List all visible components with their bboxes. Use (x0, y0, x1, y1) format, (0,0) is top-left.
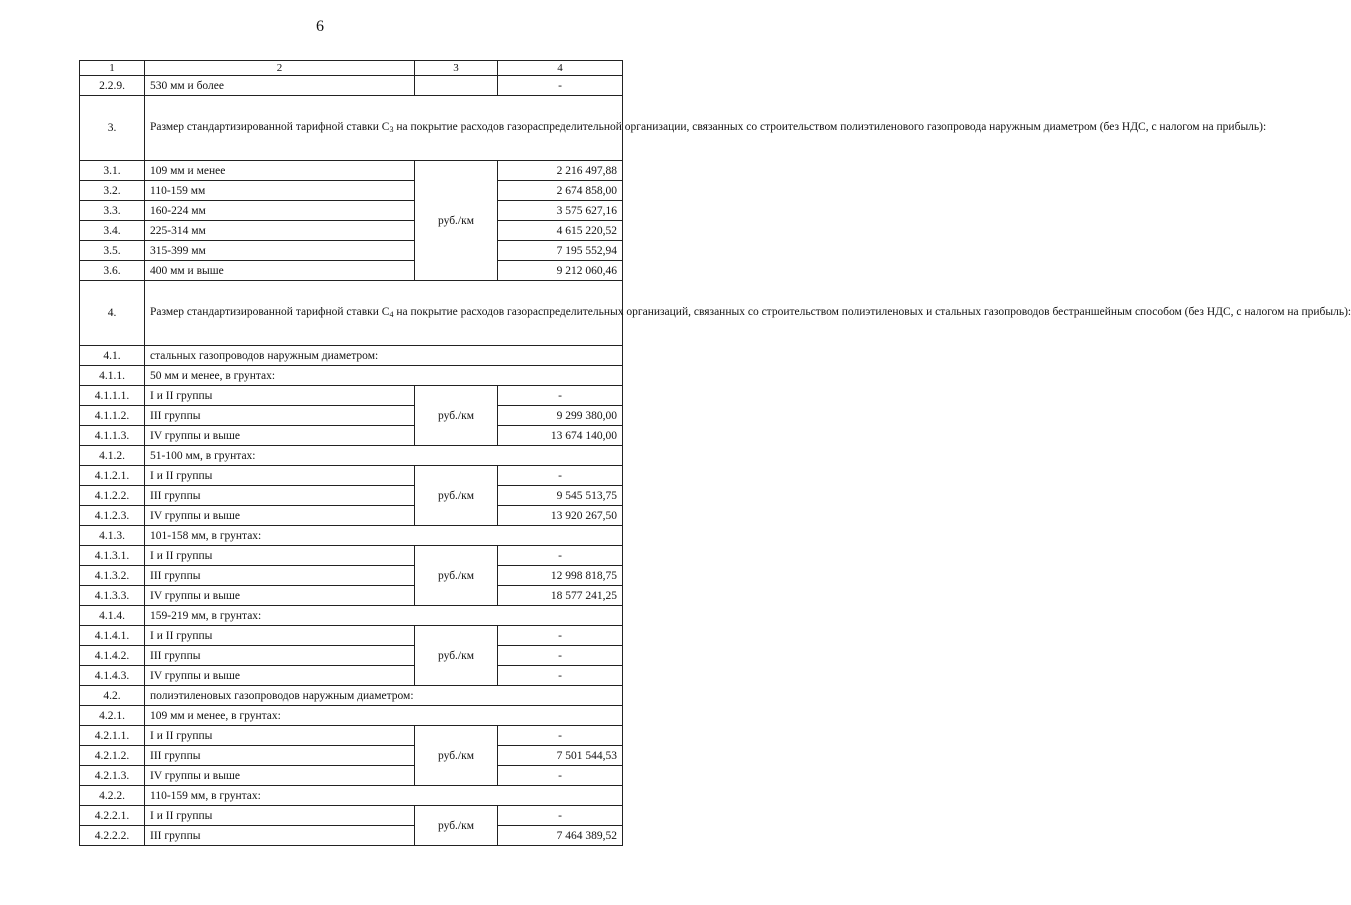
row-number: 4.1.3.3. (80, 586, 145, 606)
row-number: 4.2.2.1. (80, 806, 145, 826)
table-row (80, 766, 623, 786)
table-row (80, 566, 623, 586)
row-description: I и II группы (145, 546, 415, 566)
section-text-part: Размер стандартизированной тарифной ставки С (150, 120, 390, 133)
table-row (80, 626, 623, 646)
row-value: - (498, 766, 623, 786)
header-col-2: 2 (145, 61, 415, 76)
section-description (145, 281, 1351, 346)
row-number: 4.2.1.1. (80, 726, 145, 746)
table-row (80, 666, 623, 686)
header-col-4: 4 (498, 61, 623, 76)
row-description: III группы (145, 566, 415, 586)
row-number: 4.1.1.2. (80, 406, 145, 426)
table-row (80, 241, 623, 261)
row-number: 4.1.4.1. (80, 626, 145, 646)
row-value: 4 615 220,52 (498, 221, 623, 241)
table-row (80, 261, 623, 281)
row-value: 13 674 140,00 (498, 426, 623, 446)
row-number: 4.1.4.3. (80, 666, 145, 686)
header-col-3: 3 (415, 61, 498, 76)
table-row (80, 161, 623, 181)
row-number: 3.1. (80, 161, 145, 181)
table-row (80, 546, 623, 566)
table-row (80, 806, 623, 826)
group-description: 159-219 мм, в грунтах: (145, 606, 623, 626)
row-value: 9 545 513,75 (498, 486, 623, 506)
row-description: III группы (145, 826, 415, 846)
row-value: 9 212 060,46 (498, 261, 623, 281)
row-number: 2.2.9. (80, 76, 145, 96)
table-row (80, 726, 623, 746)
row-description: 400 мм и выше (145, 261, 415, 281)
table-row (80, 746, 623, 766)
row-description: 160-224 мм (145, 201, 415, 221)
table-row (80, 386, 623, 406)
row-number: 4.1.2.2. (80, 486, 145, 506)
unit-cell (415, 76, 498, 96)
unit-cell: руб./км (415, 386, 498, 446)
row-value: 2 216 497,88 (498, 161, 623, 181)
row-description: IV группы и выше (145, 586, 415, 606)
row-value: - (498, 666, 623, 686)
section-text-part: на покрытие расходов газораспределительной организации, связанных со строительством полиэтиленового газопровода наружным диаметром (без НДС, с налогом на прибыль): (393, 120, 1267, 133)
tariff-table (79, 60, 1351, 846)
row-value: 9 299 380,00 (498, 406, 623, 426)
row-number: 3.4. (80, 221, 145, 241)
group-description: 110-159 мм, в грунтах: (145, 786, 623, 806)
row-number: 3.5. (80, 241, 145, 261)
table-row (80, 406, 623, 426)
section-text-part: на покрытие расходов газораспределительных организаций, связанных со строительством полиэтиленовых и стальных газопроводов бестраншейным способом (без НДС, с налогом на прибыль): (393, 305, 1351, 318)
section-number: 3. (80, 96, 145, 161)
group-row (80, 526, 623, 546)
row-number: 3.3. (80, 201, 145, 221)
unit-cell: руб./км (415, 466, 498, 526)
row-value: 18 577 241,25 (498, 586, 623, 606)
subsection-description: стальных газопроводов наружным диаметром: (145, 346, 623, 366)
row-number: 4.2.1.2. (80, 746, 145, 766)
table-row (80, 221, 623, 241)
row-description: I и II группы (145, 466, 415, 486)
table-row (80, 586, 623, 606)
row-description: III группы (145, 406, 415, 426)
row-number: 3.2. (80, 181, 145, 201)
row-description: III группы (145, 746, 415, 766)
page-number: 6 (316, 18, 324, 35)
header-col-1: 1 (80, 61, 145, 76)
row-description: III группы (145, 486, 415, 506)
row-description: 225-314 мм (145, 221, 415, 241)
row-description: 530 мм и более (145, 76, 415, 96)
row-description: IV группы и выше (145, 766, 415, 786)
section-header-row (80, 281, 623, 346)
row-description: I и II группы (145, 386, 415, 406)
unit-cell: руб./км (415, 161, 498, 281)
row-value: - (498, 626, 623, 646)
row-value: - (498, 386, 623, 406)
row-number: 4.1.1.1. (80, 386, 145, 406)
header-row (80, 61, 623, 76)
row-number: 4.1.2. (80, 446, 145, 466)
row-number: 4.1.3. (80, 526, 145, 546)
section-header-row (80, 96, 623, 161)
subsection-row (80, 686, 623, 706)
row-number: 4.1.2.1. (80, 466, 145, 486)
row-value: - (498, 466, 623, 486)
row-number: 4.2.1.3. (80, 766, 145, 786)
row-number: 4.1.3.2. (80, 566, 145, 586)
table-row (80, 486, 623, 506)
row-number: 4.1.1. (80, 366, 145, 386)
row-value: 7 464 389,52 (498, 826, 623, 846)
row-value: 2 674 858,00 (498, 181, 623, 201)
row-description: IV группы и выше (145, 506, 415, 526)
row-description: IV группы и выше (145, 426, 415, 446)
row-value: 13 920 267,50 (498, 506, 623, 526)
section-number: 4. (80, 281, 145, 346)
row-number: 4.1.3.1. (80, 546, 145, 566)
group-row (80, 706, 623, 726)
row-description: 110-159 мм (145, 181, 415, 201)
subsection-description: полиэтиленовых газопроводов наружным диаметром: (145, 686, 623, 706)
row-description: IV группы и выше (145, 666, 415, 686)
row-number: 4.2.2.2. (80, 826, 145, 846)
row-number: 4.1. (80, 346, 145, 366)
row-number: 4.2.1. (80, 706, 145, 726)
row-number: 3.6. (80, 261, 145, 281)
subscript: 3 (389, 124, 394, 134)
group-row (80, 606, 623, 626)
group-description: 51-100 мм, в грунтах: (145, 446, 623, 466)
table-row (80, 506, 623, 526)
group-description: 109 мм и менее, в грунтах: (145, 706, 623, 726)
row-value: - (498, 646, 623, 666)
row-number: 4.1.4. (80, 606, 145, 626)
table-row (80, 181, 623, 201)
group-description: 101-158 мм, в грунтах: (145, 526, 623, 546)
row-number: 4.1.1.3. (80, 426, 145, 446)
group-row (80, 366, 623, 386)
table-row (80, 201, 623, 221)
table-row (80, 646, 623, 666)
section-text-part: Размер стандартизированной тарифной ставки С (150, 305, 390, 318)
row-number: 4.1.2.3. (80, 506, 145, 526)
table-row (80, 826, 623, 846)
row-description: 315-399 мм (145, 241, 415, 261)
row-value: - (498, 726, 623, 746)
unit-cell: руб./км (415, 806, 498, 846)
table-row (80, 426, 623, 446)
row-value: - (498, 546, 623, 566)
group-description: 50 мм и менее, в грунтах: (145, 366, 623, 386)
group-row (80, 446, 623, 466)
table-row (80, 76, 623, 96)
row-number: 4.2.2. (80, 786, 145, 806)
row-number: 4.2. (80, 686, 145, 706)
row-number: 4.1.4.2. (80, 646, 145, 666)
table-row (80, 466, 623, 486)
subsection-row (80, 346, 623, 366)
row-value: 7 501 544,53 (498, 746, 623, 766)
row-value: 3 575 627,16 (498, 201, 623, 221)
unit-cell: руб./км (415, 626, 498, 686)
row-description: I и II группы (145, 806, 415, 826)
row-value: - (498, 76, 623, 96)
unit-cell: руб./км (415, 726, 498, 786)
subscript: 4 (389, 309, 394, 319)
row-description: 109 мм и менее (145, 161, 415, 181)
row-description: III группы (145, 646, 415, 666)
row-description: I и II группы (145, 726, 415, 746)
group-row (80, 786, 623, 806)
row-value: 7 195 552,94 (498, 241, 623, 261)
row-description: I и II группы (145, 626, 415, 646)
row-value: - (498, 806, 623, 826)
unit-cell: руб./км (415, 546, 498, 606)
section-description (145, 96, 1267, 161)
row-value: 12 998 818,75 (498, 566, 623, 586)
